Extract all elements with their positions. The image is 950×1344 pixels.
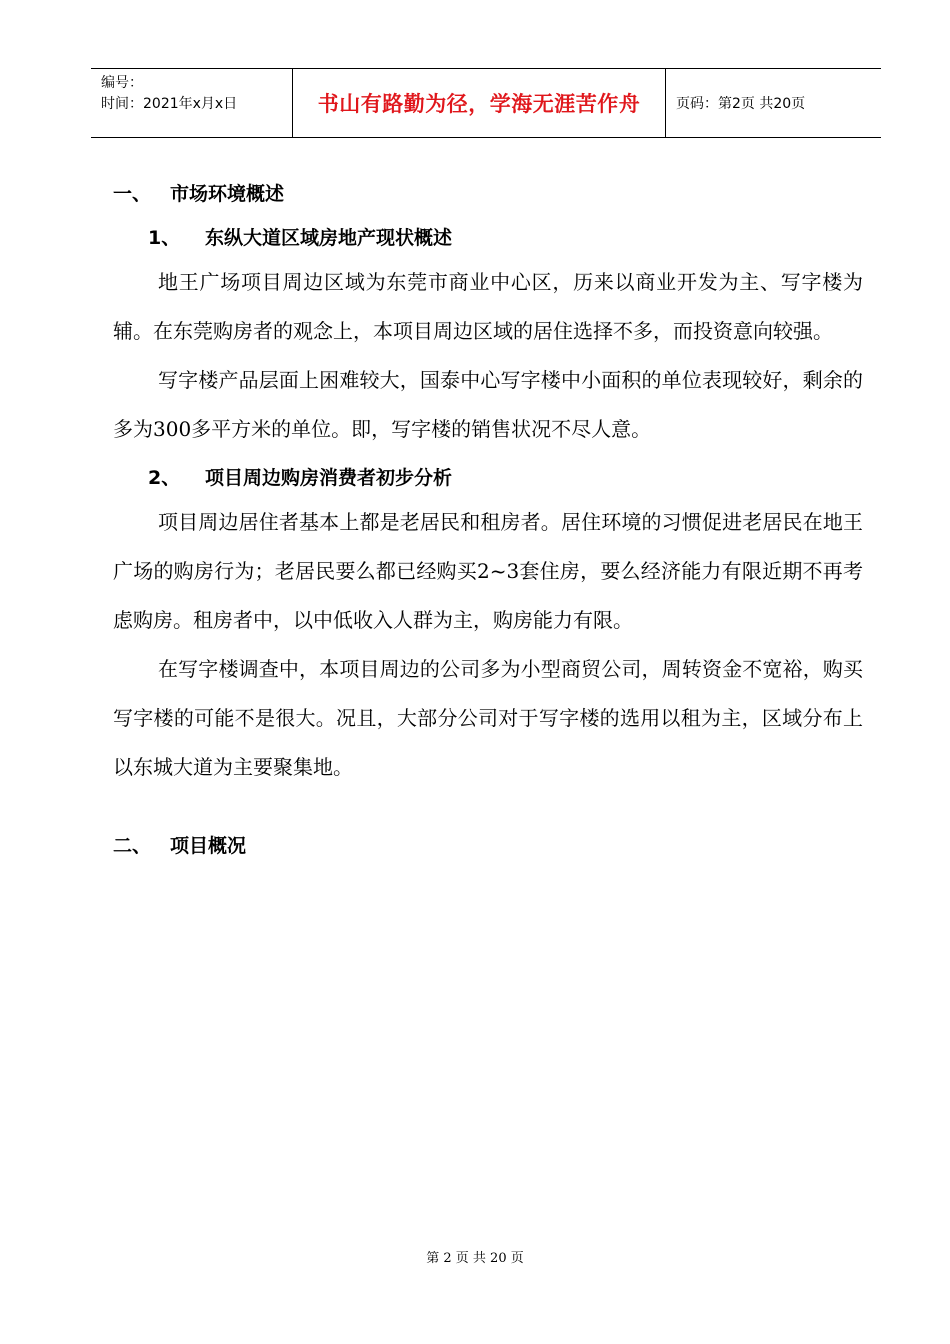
paragraph: 地王广场项目周边区域为东莞市商业中心区，历来以商业开发为主、写字楼为辅。在东莞购房者的观念上，本项目周边区域的居住选择不多，而投资意向较强。 (113, 270, 863, 343)
subsection-title: 项目周边购房消费者初步分析 (205, 466, 453, 489)
subsection-heading-1 (113, 214, 863, 258)
paragraph: 项目周边居住者基本上都是老居民和租房者。居住环境的习惯促进老居民在地王广场的购房行为；老居民要么都已经购买2~3套住房，要么经济能力有限近期不再考虑购房。租房者中，以中低收入人群为主，购房能力有限。 (113, 510, 863, 632)
section-title: 项目概况 (170, 834, 247, 857)
page-header (91, 68, 881, 138)
header-meta-cell (91, 69, 293, 137)
section-number: 一、 (113, 182, 152, 205)
paragraph: 在写字楼调查中，本项目周边的公司多为小型商贸公司，周转资金不宽裕，购买写字楼的可能不是很大。况且，大部分公司对于写字楼的选用以租为主，区域分布上以东城大道为主要聚集地。 (113, 657, 863, 779)
subsection-number: 2、 (148, 466, 181, 489)
date-line: 时间：2021年x月x日 (101, 96, 238, 112)
section-number: 二、 (113, 834, 152, 857)
section-title: 市场环境概述 (170, 182, 285, 205)
document-body (113, 170, 863, 866)
header-motto: 书山有路勤为径，学海无涯苦作舟 (293, 69, 666, 137)
subsection-title: 东纵大道区域房地产现状概述 (205, 226, 453, 249)
subsection-heading-2 (113, 454, 863, 498)
section-heading-2 (113, 822, 863, 866)
header-page-info: 页码：第2页 共20页 (676, 96, 806, 112)
page-footer: 第 2 页 共 20 页 (426, 1251, 524, 1266)
section-heading-1 (113, 170, 863, 214)
paragraph: 写字楼产品层面上困难较大，国泰中心写字楼中小面积的单位表现较好，剩余的多为300多平方米的单位。即，写字楼的销售状况不尽人意。 (113, 368, 863, 441)
code-label: 编号： (101, 75, 143, 91)
subsection-number: 1、 (148, 226, 181, 249)
